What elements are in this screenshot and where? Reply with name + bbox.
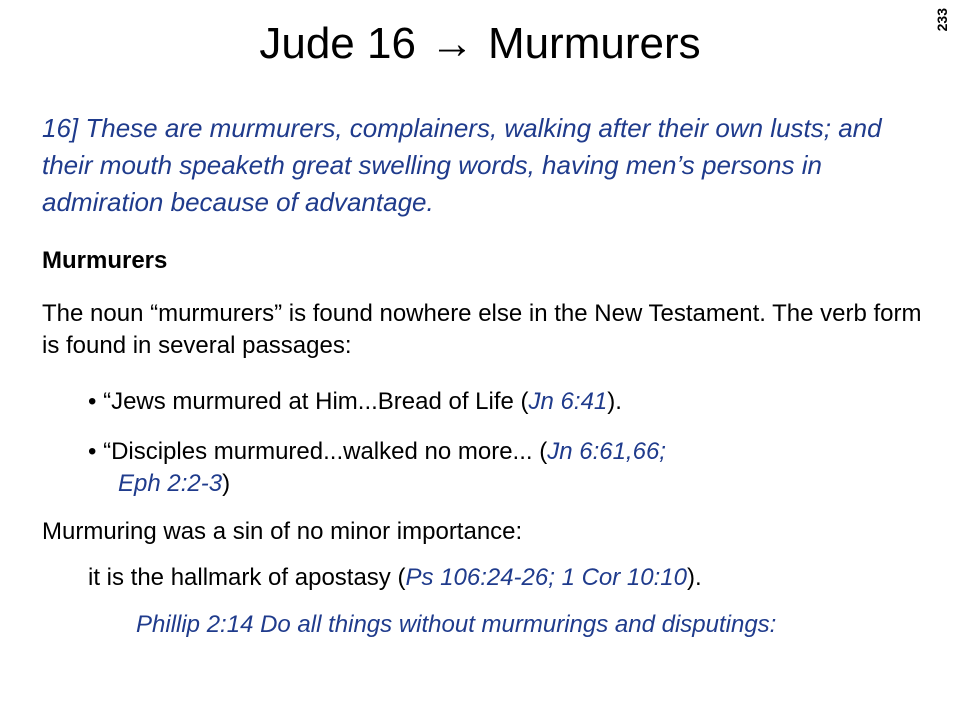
scripture-ref: Jn 6:41 xyxy=(528,388,608,415)
bullet-continuation xyxy=(88,468,908,500)
title-left: Jude 16 xyxy=(259,19,416,68)
section-heading: Murmurers xyxy=(42,247,168,274)
page-number: 233 xyxy=(934,8,950,32)
intro-paragraph: The noun “murmurers” is found nowhere else in the New Testament. The verb form is found in several passages: xyxy=(42,300,922,359)
verse-text: 16] These are murmurers, complainers, walking after their own lusts; and their mouth speaketh great swelling words, having men’s persons in admiration because of advantage. xyxy=(42,113,882,217)
sin-statement: Murmuring was a sin of no minor importance: xyxy=(42,518,523,545)
scripture-ref: Ps 106:24-26; 1 Cor 10:10 xyxy=(405,564,687,591)
title-right: Murmurers xyxy=(487,19,701,68)
bullet-text: • “Jews murmured at Him...Bread of Life ( xyxy=(88,388,529,415)
bullet-item-jews xyxy=(88,386,908,418)
bullet-text: • “Disciples murmured...walked no more... ( xyxy=(88,438,548,465)
scripture-ref: Eph 2:2-3 xyxy=(118,470,223,497)
slide-title xyxy=(0,14,960,74)
hallmark-line xyxy=(88,562,948,594)
arrow-right-icon: → xyxy=(429,19,474,68)
hallmark-text: it is the hallmark of apostasy ( xyxy=(88,564,406,591)
quote-phillip: Phillip 2:14 Do all things without murmurings and disputings: xyxy=(136,611,777,638)
hallmark-end: ). xyxy=(687,564,702,591)
scripture-ref: Jn 6:61,66; xyxy=(547,438,666,465)
bullet-item-disciples xyxy=(88,436,908,500)
bullet-end: ) xyxy=(222,470,231,497)
bullet-end: ). xyxy=(607,388,622,415)
